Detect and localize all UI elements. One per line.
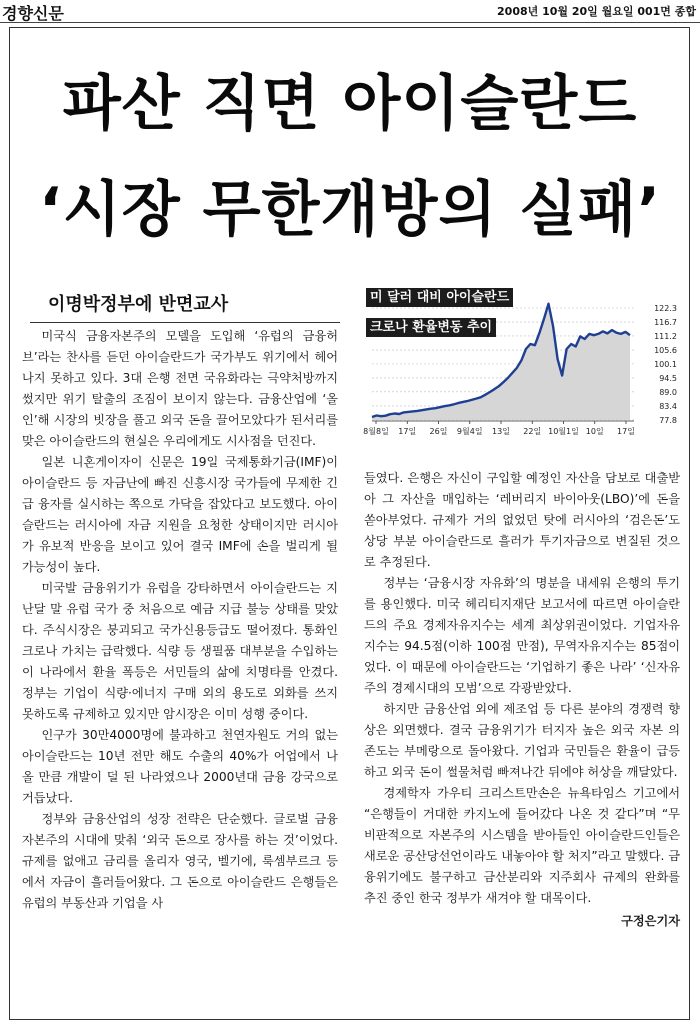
y-tick-label: 105.6 <box>654 346 677 356</box>
exchange-rate-chart <box>362 288 680 456</box>
x-tick-label: 26일 <box>429 427 448 436</box>
y-tick-label: 83.4 <box>659 401 677 411</box>
masthead <box>0 0 700 23</box>
article-left-column <box>22 326 338 914</box>
chart-title-line-1: 미 달러 대비 아이슬란드 <box>366 288 513 307</box>
paragraph: 들였다. 은행은 자신이 구입할 예정인 자산을 담보로 대출받아 그 자산을 매입하는 ‘레버리지 바이아웃(LBO)’에 돈을 쏟아부었다. 규제가 거의 없었던 탓에 러시아의 ‘검은돈’도 상당 부분 아이슬란드로 흘러가 투기자금으로 변질된 것으로 추정된다. <box>364 471 680 569</box>
headline-line-1: 파산 직면 아이슬란드 <box>62 69 638 139</box>
paragraph: 인구가 30만4000명에 불과하고 천연자원도 거의 없는 아이슬란드는 10년 전만 해도 수출의 40%가 어업에서 나올 만큼 개발이 덜 된 나라였으나 2000년대 금융 강국으로 거듭났다. <box>22 728 338 805</box>
y-tick-label: 100.1 <box>654 359 677 369</box>
y-tick-label: 111.2 <box>654 331 677 341</box>
newspaper-name: 경향신문 <box>2 4 64 23</box>
x-tick-label: 9월4일 <box>456 427 483 436</box>
article-right-column <box>364 468 680 932</box>
x-tick-label: 17일 <box>617 427 635 436</box>
subheadline: 이명박정부에 반면교사 <box>48 294 229 315</box>
paragraph: 일본 니혼게이자이 신문은 19일 국제통화기금(IMF)이 아이슬란드 등 자금난에 빠진 신흥시장 국가들에 무제한 긴급 융자를 실시하는 쪽으로 가닥을 잡았다고 보도했다. 아이슬란드는 러시아에 자금 지원을 요청한 상태이지만 러시아가 유보적 반응을 보이고 있어 결국 IMF에 손을 벌리게 될 가능성이 높다. <box>22 455 338 574</box>
chart-canvas <box>362 288 680 456</box>
y-tick-label: 94.5 <box>659 373 677 383</box>
byline: 구정은기자 <box>621 914 680 928</box>
chart-title-line-2: 크로나 환율변동 추이 <box>366 318 496 337</box>
x-tick-label: 10월1일 <box>548 427 579 436</box>
headline-line-2: ‘시장 무한개방의 실패’ <box>38 175 661 245</box>
x-tick-label: 13일 <box>492 427 510 436</box>
x-tick-label: 10일 <box>585 427 604 436</box>
paragraph: 경제학자 가우티 크리스트만손은 뉴욕타임스 기고에서 “은행들이 거대한 카지노에 들어갔다 나온 것 같다”며 “무비판적으로 자본주의 시스템을 받아들인 아이슬란드인들은 새로운 공산당선언이라도 내놓아야 할 처지”라고 말했다. 금융위기에도 불구하고 금산분리와 지주회사 규제의 완화를 추진 중인 한국 정부가 새겨야 할 대목이다. <box>364 786 680 905</box>
subheadline-rule <box>30 322 340 323</box>
x-tick-label: 8월8일 <box>363 427 389 436</box>
x-tick-label: 22일 <box>523 427 542 436</box>
paragraph: 미국식 금융자본주의 모델을 도입해 ‘유럽의 금융허브’라는 찬사를 듣던 아이슬란드가 국가부도 위기에서 헤어나지 못하고 있다. 3대 은행 전면 국유화라는 극약처방까지 썼지만 위기 탈출의 조짐이 보이지 않는다. 금융산업에 ‘올인’해 시장의 빗장을 풀고 외국 돈을 끌어모았다가 된서리를 맞은 아이슬란드의 현실은 우리에게도 시사점을 던진다. <box>22 329 338 448</box>
paragraph: 하지만 금융산업 외에 제조업 등 다른 분야의 경쟁력 향상은 외면했다. 결국 금융위기가 터지자 높은 외국 자본 의존도는 부메랑으로 돌아왔다. 기업과 국민들은 환율이 급등하고 외국 돈이 썰물처럼 빠져나간 뒤에야 허상을 깨달았다. <box>364 702 680 779</box>
issue-date-page: 2008년 10월 20일 월요일 001면 종합 <box>497 5 696 18</box>
paragraph: 정부와 금융산업의 성장 전략은 단순했다. 글로벌 금융자본주의 시대에 맞춰 ‘외국 돈으로 장사를 하는 것’이었다. 규제를 없애고 금리를 올리자 영국, 벨기에, 룩셈부르크 등에서 자금이 흘러들어왔다. 그 돈으로 아이슬란드 은행들은 유럽의 부동산과 기업을 사 <box>22 812 338 910</box>
y-tick-label: 122.3 <box>654 304 677 313</box>
paragraph: 미국발 금융위기가 유럽을 강타하면서 아이슬란드는 지난달 말 유럽 국가 중 처음으로 예금 지급 불능 상태를 맞았다. 주식시장은 붕괴되고 국가신용등급도 떨어졌다. 통화인 크로나 가치는 급락했다. 식량 등 생필품 대부분을 수입하는 이 나라에서 환율 폭등은 서민들의 삶에 치명타를 안겼다. 정부는 기업이 식량·에너지 구매 외의 용도로 외화를 쓰지 못하도록 규제하고 있지만 암시장은 이미 성행 중이다. <box>22 581 338 721</box>
y-tick-label: 77.8 <box>659 416 677 425</box>
x-tick-label: 17일 <box>398 427 417 436</box>
y-tick-label: 89.0 <box>659 387 677 397</box>
paragraph: 정부는 ‘금융시장 자유화’의 명분을 내세워 은행의 투기를 용인했다. 미국 헤리티지재단 보고서에 따르면 아이슬란드의 주요 경제자유지수는 세계 최상위권이었다. 기업자유지수는 94.5점(이하 100점 만점), 무역자유지수는 85점이었다. 이 때문에 아이슬란드는 ‘기업하기 좋은 나라’ ‘신자유주의 경제시대의 모범’으로 각광받았다. <box>364 576 680 695</box>
y-tick-label: 116.7 <box>654 318 677 328</box>
